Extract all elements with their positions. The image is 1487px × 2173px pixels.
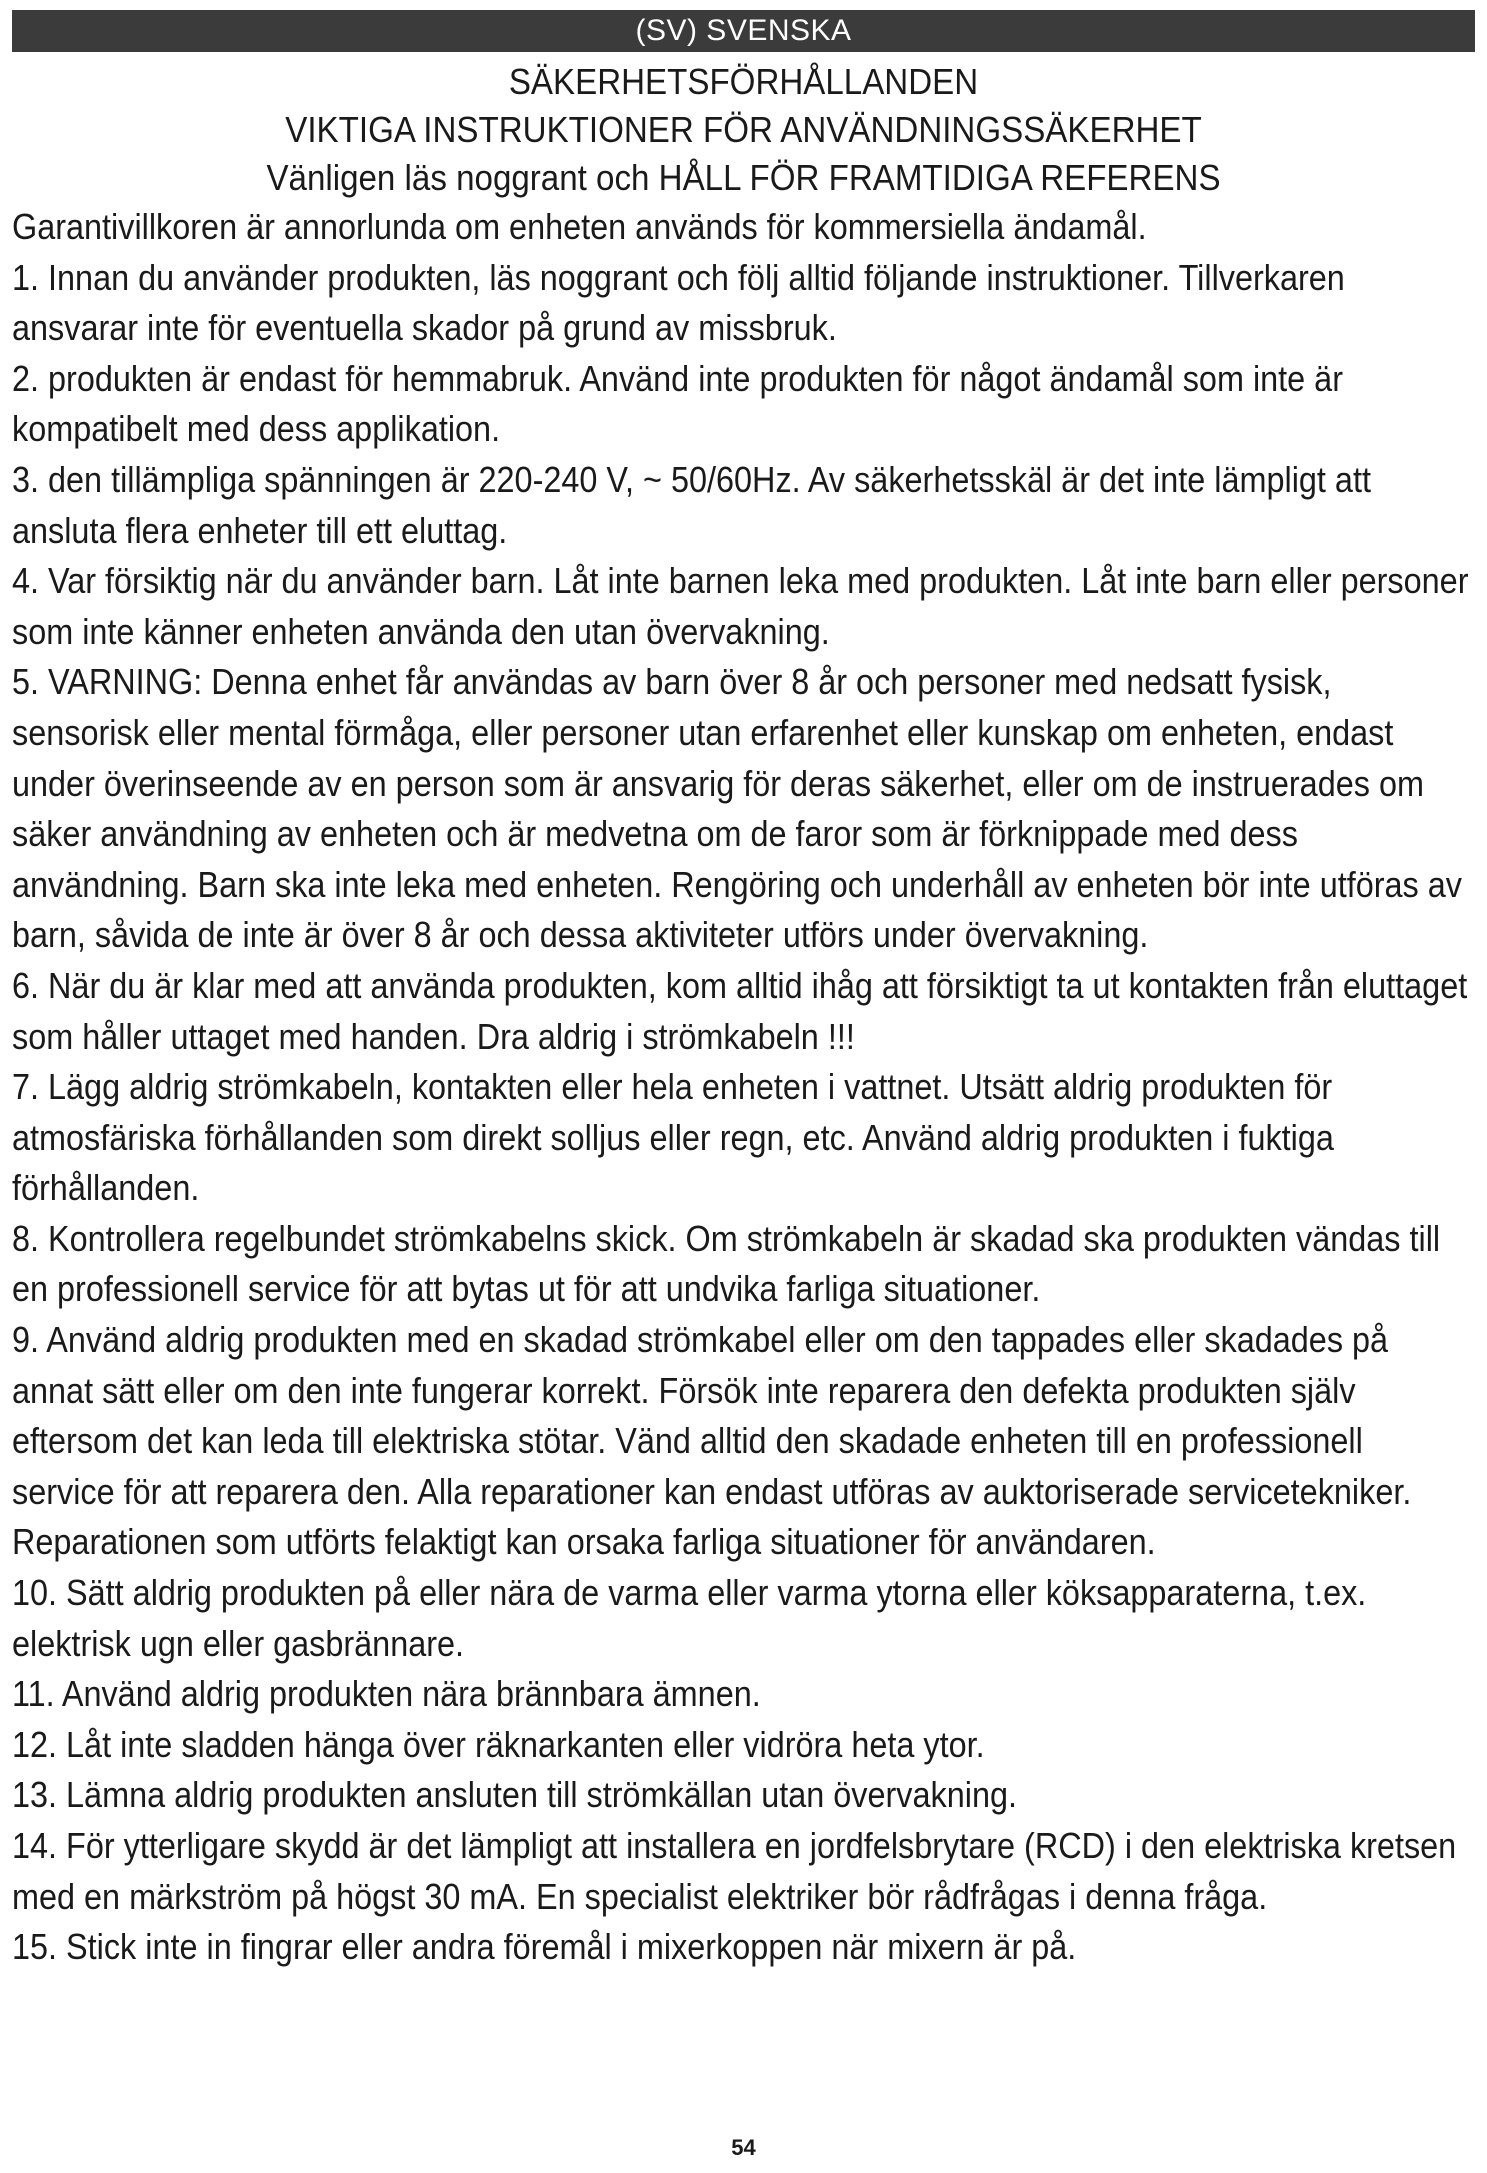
instruction-item-6: 6. När du är klar med att använda produkten, kom alltid ihåg att försiktigt ta ut kontakten från eluttaget som håller uttaget med handen. Dra aldrig i strömkabeln !!!: [12, 964, 1468, 1057]
instruction-item-10: 10. Sätt aldrig produkten på eller nära de varma eller varma ytorna eller köksapparaterna, t.ex. elektrisk ugn eller gasbrännare.: [12, 1572, 1367, 1664]
instruction-item-9: 9. Använd aldrig produkten med en skadad strömkabel eller om den tappades eller skadades på annat sätt eller om den inte fungerar korrekt. Försök inte reparera den defekta produkten själv eftersom det kan leda till elektriska stötar. Vänd alltid den skadade enheten till en professionell service för att reparera den. Alla reparationer kan endast utföras av auktoriserade servicetekniker. Reparationen som utförts felaktigt kan orsaka farliga situationer för användaren.: [12, 1319, 1412, 1563]
instruction-item-3: 3. den tillämpliga spänningen är 220-240 V, ~ 50/60Hz. Av säkerhetsskäl är det inte lämpligt att ansluta flera enheter till ett eluttag.: [12, 458, 1371, 551]
instruction-item-11: 11. Använd aldrig produkten nära brännbara ämnen.: [12, 1673, 761, 1715]
page-subtitle: VIKTIGA INSTRUKTIONER FÖR ANVÄNDNINGSSÄKERHET: [285, 109, 1202, 150]
instruction-item-4: 4. Var försiktig när du använder barn. Låt inte barnen leka med produkten. Låt inte barn eller personer som inte känner enheten använda den utan övervakning.: [12, 560, 1469, 652]
safety-instructions: [12, 202, 1470, 1973]
instruction-item-14: 14. För ytterligare skydd är det lämpligt att installera en jordfelsbrytare (RCD) i den elektriska kretsen med en märkström på högst 30 mA. En specialist elektriker bör rådfrågas i denna fråga.: [12, 1825, 1457, 1917]
instruction-item-13: 13. Lämna aldrig produkten ansluten till strömkällan utan övervakning.: [12, 1774, 1017, 1816]
instruction-item-7: 7. Lägg aldrig strömkabeln, kontakten eller hela enheten i vattnet. Utsätt aldrig produkten för atmosfäriska förhållanden som direkt solljus eller regn, etc. Använd aldrig produkten i fuktiga förhållanden.: [12, 1066, 1334, 1209]
read-carefully-notice: Vänligen läs noggrant och HÅLL FÖR FRAMTIDIGA REFERENS: [266, 157, 1221, 198]
manual-page: [12, 10, 1475, 1973]
instruction-item-15: 15. Stick inte in fingrar eller andra föremål i mixerkoppen när mixern är på.: [12, 1926, 1077, 1968]
language-header-bar: [12, 10, 1475, 52]
warranty-intro: Garantivillkoren är annorlunda om enheten används för kommersiella ändamål.: [12, 206, 1147, 247]
instruction-item-8: 8. Kontrollera regelbundet strömkabelns skick. Om strömkabeln är skadad ska produkten vändas till en professionell service för att bytas ut för att undvika farliga situationer.: [12, 1217, 1441, 1310]
instruction-item-1: 1. Innan du använder produkten, läs noggrant och följ alltid följande instruktioner. Tillverkaren ansvarar inte för eventuella skador på grund av missbruk.: [12, 256, 1345, 349]
language-label: (SV) SVENSKA: [635, 14, 852, 47]
instruction-item-5: 5. VARNING: Denna enhet får användas av barn över 8 år och personer med nedsatt fysisk, sensorisk eller mental förmåga, eller personer utan erfarenhet eller kunskap om enheten, endast under överinseende av en person som är ansvarig för deras säkerhet, eller om de instruerades om säker användning av enheten och är medvetna om de faror som är förknippade med dess användning. Barn ska inte leka med enheten. Rengöring och underhåll av enheten bör inte utföras av barn, såvida de inte är över 8 år och dessa aktiviteter utförs under övervakning.: [12, 661, 1462, 956]
page-number: 54: [731, 2135, 756, 2160]
page-title: SÄKERHETSFÖRHÅLLANDEN: [508, 61, 979, 102]
instruction-item-2: 2. produkten är endast för hemmabruk. Använd inte produkten för något ändamål som inte är kompatibelt med dess applikation.: [12, 357, 1344, 450]
instruction-item-12: 12. Låt inte sladden hänga över räknarkanten eller vidröra heta ytor.: [12, 1723, 985, 1765]
